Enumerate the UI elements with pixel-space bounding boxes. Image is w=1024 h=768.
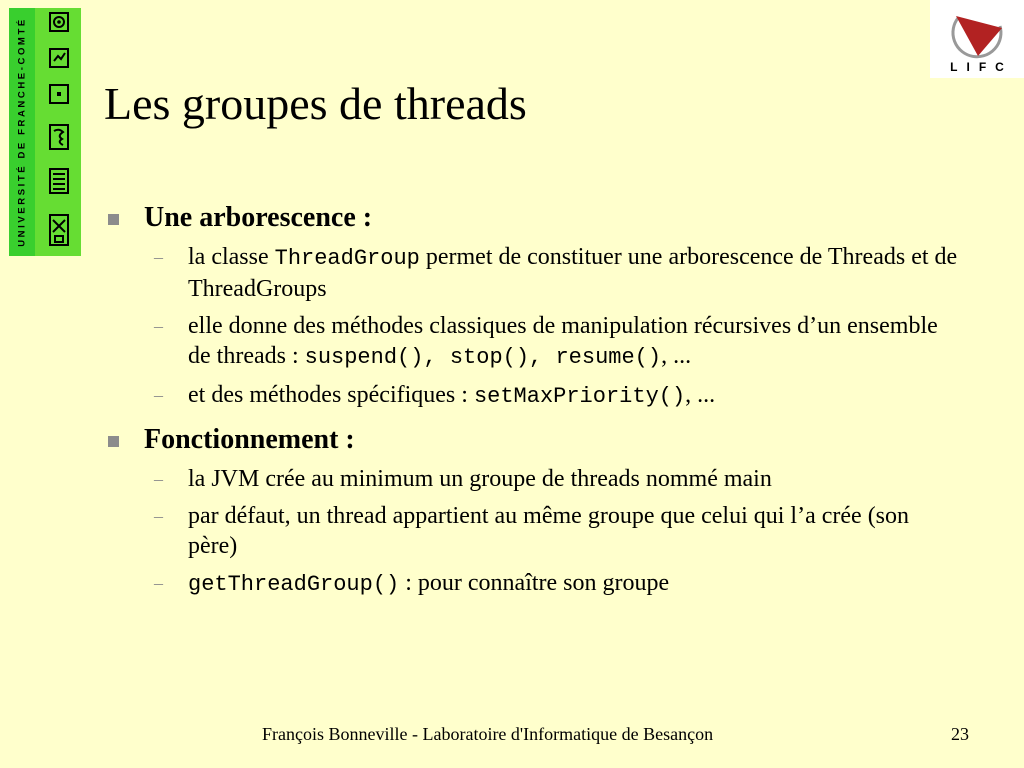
body-text: par défaut, un thread appartient au même groupe que celui qui l’a crée (son père) <box>188 503 910 559</box>
bullet-item <box>104 422 984 458</box>
dash-bullet-icon: – <box>154 247 163 267</box>
sub-bullet-item <box>104 311 958 373</box>
lifc-text: LIFC <box>950 60 1013 74</box>
spiral-icon <box>49 12 69 32</box>
slide-footer: François Bonneville - Laboratoire d'Informatique de Besançon <box>262 724 714 744</box>
university-icon-column <box>35 8 81 256</box>
figure-icon <box>49 214 69 246</box>
code-text: suspend(), stop(), resume() <box>304 345 662 370</box>
body-text: permet de constituer une arborescence de Threads et de ThreadGroups <box>188 244 958 302</box>
code-text: getThreadGroup() <box>188 572 400 597</box>
body-text: : pour connaître son groupe <box>399 570 670 596</box>
university-name-strip <box>9 8 35 256</box>
body-text: , ... <box>661 343 692 369</box>
page-number: 23 <box>951 724 969 744</box>
dash-bullet-icon: – <box>154 506 163 526</box>
university-logo <box>9 8 81 256</box>
slide-content <box>104 200 984 610</box>
dash-bullet-icon: – <box>154 573 163 593</box>
square-bullet-icon <box>108 214 119 225</box>
square-bullet-icon <box>108 436 119 447</box>
slide-title: Les groupes de threads <box>104 78 527 129</box>
dot-box-icon <box>49 84 69 104</box>
code-text: setMaxPriority() <box>473 384 686 409</box>
bullet-heading: Une arborescence : <box>144 202 373 233</box>
body-text: et des méthodes spécifiques : <box>188 382 474 408</box>
dash-bullet-icon: – <box>154 316 163 336</box>
bullet-item <box>104 200 984 236</box>
lifc-logo <box>930 0 1024 78</box>
sub-bullet-item <box>104 380 958 412</box>
lifc-emblem-icon <box>948 6 1006 60</box>
bullet-heading: Fonctionnement : <box>144 424 355 455</box>
checkmark-icon <box>49 48 69 68</box>
sub-bullet-list <box>104 242 984 412</box>
wave-icon <box>49 124 69 150</box>
body-text: elle donne des méthodes classiques de manipulation récursives d’un ensemble de threads : <box>188 313 938 369</box>
sub-bullet-item <box>104 464 958 494</box>
grid-icon <box>49 168 69 194</box>
sub-bullet-item <box>104 568 958 600</box>
sub-bullet-item <box>104 242 958 304</box>
code-text: ThreadGroup <box>274 246 420 271</box>
sub-bullet-item <box>104 501 958 561</box>
body-text: la classe <box>188 244 275 270</box>
body-text: , ... <box>685 382 716 408</box>
sub-bullet-list <box>104 464 984 600</box>
university-name: UNIVERSITÉ DE FRANCHE-COMTÉ <box>16 17 28 247</box>
dash-bullet-icon: – <box>154 385 163 405</box>
body-text: la JVM crée au minimum un groupe de threads nommé main <box>188 466 772 492</box>
dash-bullet-icon: – <box>154 469 163 489</box>
